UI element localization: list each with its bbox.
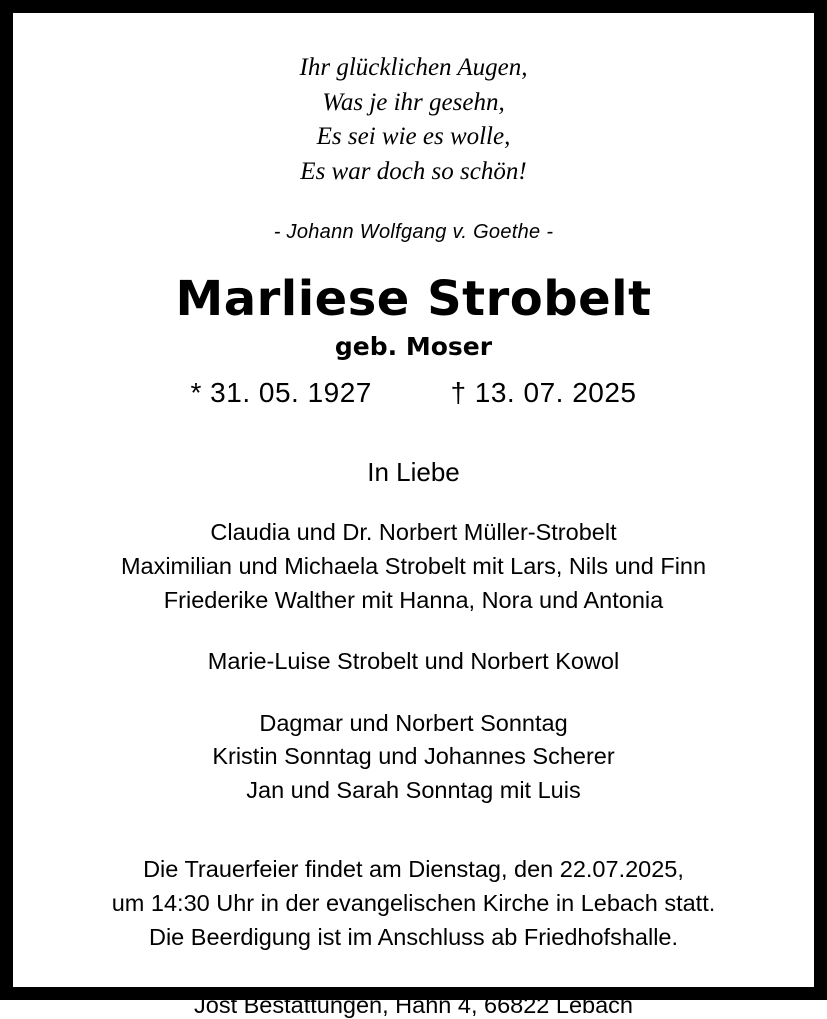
- poem-line: Ihr glücklichen Augen,: [299, 54, 528, 81]
- family-line: Friederike Walther mit Hanna, Nora und Antonia: [163, 586, 664, 613]
- family-line: Marie-Luise Strobelt und Norbert Kowol: [207, 648, 620, 675]
- funeral-home-info: Jost Bestattungen, Hahn 4, 66822 Lebach: [194, 991, 633, 1018]
- family-line: Jan und Sarah Sonntag mit Luis: [246, 776, 581, 803]
- poem-block: [47, 51, 780, 189]
- deceased-name: Marliese Strobelt: [175, 271, 652, 327]
- family-line: Maximilian und Michaela Strobelt mit Lars, Nils und Finn: [120, 552, 707, 579]
- obituary-inner-frame: [12, 12, 815, 1018]
- service-line: um 14:30 Uhr in der evangelischen Kirche in Lebach statt.: [111, 889, 716, 916]
- birth-date: * 31. 05. 1927: [190, 377, 372, 409]
- deceased-maiden-name: geb. Moser: [334, 332, 493, 362]
- poem-author: - Johann Wolfgang v. Goethe -: [273, 221, 554, 243]
- family-group-two: [47, 645, 780, 679]
- poem-line: Was je ihr gesehn,: [322, 88, 505, 116]
- death-date: † 13. 07. 2025: [450, 377, 637, 409]
- poem-line: Es war doch so schön!: [300, 157, 527, 185]
- service-line: Die Beerdigung ist im Anschluss ab Friedhofshalle.: [148, 923, 679, 950]
- service-details: [47, 852, 780, 954]
- poem-line: Es sei wie es wolle,: [316, 123, 511, 150]
- family-line: Claudia und Dr. Norbert Müller-Strobelt: [210, 519, 617, 546]
- family-group-one: [47, 516, 780, 617]
- service-line: Die Trauerfeier findet am Dienstag, den 22.07.2025,: [143, 855, 684, 882]
- family-group-three: [47, 707, 780, 808]
- life-dates: [47, 377, 780, 409]
- dedication-text: In Liebe: [367, 457, 460, 488]
- family-line: Dagmar und Norbert Sonntag: [259, 709, 568, 736]
- family-line: Kristin Sonntag und Johannes Scherer: [212, 743, 615, 770]
